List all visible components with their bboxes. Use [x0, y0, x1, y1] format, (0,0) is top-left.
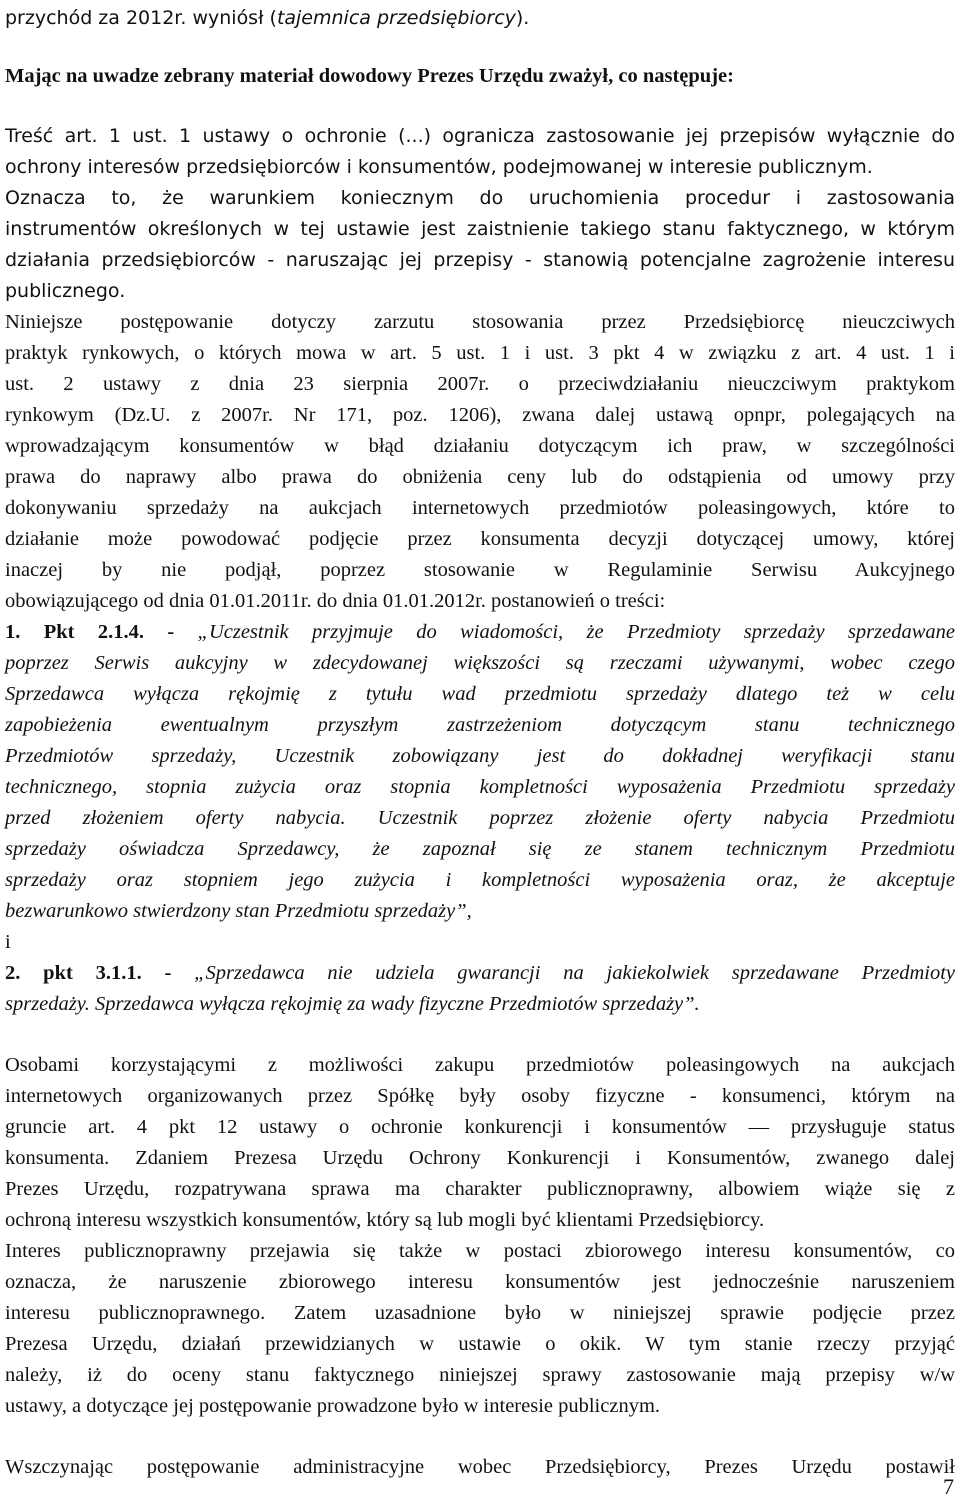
text-segment: sprzedaży. Sprzedawca wyłącza rękojmię za wady fizyczne Przedmiotów sprzedaży”. [5, 993, 700, 1015]
text-line [5, 1236, 955, 1267]
text-segment: ). [515, 7, 530, 29]
text-line [5, 493, 955, 524]
text-line [5, 679, 955, 710]
text-segment: obowiązującego od dnia 01.01.2011r. do dnia 01.01.2012r. postanowień o treści: [5, 590, 666, 612]
text-segment: praktyk rynkowych, o których mowa w art. 5 ust. 1 i ust. 3 pkt 4 w związku z art. 4 ust. 1 i [5, 342, 955, 364]
text-line [5, 617, 955, 648]
text-segment: „Uczestnik przyjmuje do wiadomości, że Przedmioty sprzedaży sprzedawane [197, 621, 955, 643]
text-segment: interesu publicznoprawnego. Zatem uzasadnione było w niniejszej sprawie podjęcie przez [5, 1302, 955, 1324]
text-line [5, 61, 955, 92]
text-segment: sprzedaży oświadcza Sprzedawcy, że zapoznał się ze stanem technicznym Przedmiotu [5, 838, 955, 860]
text-segment: „Sprzedawca nie udziela gwarancji na jakiekolwiek sprzedawane Przedmioty [194, 962, 955, 984]
text-line [5, 834, 955, 865]
text-line [5, 369, 955, 400]
text-line [5, 1267, 955, 1298]
text-line [5, 1452, 955, 1483]
text-segment: 1. Pkt 2.1.4. - [5, 621, 198, 643]
text-segment: publicznego. [5, 280, 126, 302]
text-line [5, 555, 955, 586]
text-segment: technicznego, stopnia zużycia oraz stopnia kompletności wyposażenia Przedmiotu sprzedaży [5, 776, 955, 798]
text-line [5, 3, 955, 34]
text-segment: Sprzedawca wyłącza rękojmię z tytułu wad przedmiotu sprzedaży dlatego też w celu [5, 683, 955, 705]
text-line [5, 1391, 955, 1422]
text-segment: Przedmiotów sprzedaży, Uczestnik zobowiązany jest do dokładnej weryfikacji stanu [5, 745, 955, 767]
text-segment: Treść art. 1 ust. 1 ustawy o ochronie (...) ogranicza zastosowanie jej przepisów wyłącznie do [5, 125, 955, 147]
text-line [5, 431, 955, 462]
text-segment: bezwarunkowo stwierdzony stan Przedmiotu sprzedaży”, [5, 900, 472, 922]
text-line [5, 648, 955, 679]
text-line [5, 1081, 955, 1112]
text-segment: przed złożeniem oferty nabycia. Uczestnik poprzez złożenie oferty nabycia Przedmiotu [5, 807, 955, 829]
text-segment: gruncie art. 4 pkt 12 ustawy o ochronie konkurencji i konsumentów — przysługuje status [5, 1116, 955, 1138]
text-line [5, 152, 955, 183]
text-segment: Prezesa Urzędu, działań przewidzianych w ustawie o okik. W tym stanie rzeczy przyjąć [5, 1333, 955, 1355]
text-segment: konsumenta. Zdaniem Prezesa Urzędu Ochrony Konkurencji i Konsumentów, zwanego dalej [5, 1147, 955, 1169]
text-line [5, 896, 955, 927]
text-segment: należy, iż do oceny stanu faktycznego niniejszej sprawy zastosowanie mają przepisy w/w [5, 1364, 955, 1386]
text-line [5, 276, 955, 307]
text-line [5, 214, 955, 245]
text-line [5, 245, 955, 276]
text-segment: rynkowym (Dz.U. z 2007r. Nr 171, poz. 1206), zwana dalej ustawą opnpr, polegających na [5, 404, 955, 426]
text-segment: Mając na uwadze zebrany materiał dowodowy Prezes Urzędu zważył, co następuje: [5, 65, 734, 87]
text-segment: ochrony interesów przedsiębiorców i konsumentów, podejmowanej w interesie publicznym. [5, 156, 873, 178]
text-line [5, 1329, 955, 1360]
text-line [5, 710, 955, 741]
text-line [5, 1360, 955, 1391]
text-line [5, 338, 955, 369]
text-segment: wprowadzającym konsumentów w błąd działaniu dotyczącym ich praw, w szczególności [5, 435, 955, 457]
text-line [5, 524, 955, 555]
text-segment: Interes publicznoprawny przejawia się także w postaci zbiorowego interesu konsumentów, co [5, 1240, 955, 1262]
text-line [5, 1298, 955, 1329]
text-line [5, 462, 955, 493]
text-segment: Niniejsze postępowanie dotyczy zarzutu stosowania przez Przedsiębiorcę nieuczciwych [5, 311, 955, 333]
text-segment: ust. 2 ustawy z dnia 23 sierpnia 2007r. o przeciwdziałaniu nieuczciwym praktykom [5, 373, 955, 395]
text-segment: i [5, 931, 11, 953]
text-segment: działanie może powodować podjęcie przez konsumenta decyzji dotyczącej umowy, której [5, 528, 955, 550]
text-segment: zapobieżenia ewentualnym przyszłym zastrzeżeniom dotyczącym stanu technicznego [5, 714, 955, 736]
text-segment: tajemnica przedsiębiorcy [276, 7, 516, 29]
text-segment: Prezes Urzędu, rozpatrywana sprawa ma charakter publicznoprawny, albowiem wiąże się z [5, 1178, 955, 1200]
text-segment: internetowych organizowanych przez Spółkę były osoby fizyczne - konsumenci, którym na [5, 1085, 955, 1107]
text-line [5, 400, 955, 431]
text-line [5, 1205, 955, 1236]
text-line [5, 121, 955, 152]
text-segment: poprzez Serwis aukcyjny w zdecydowanej większości są rzeczami używanymi, wobec czego [5, 652, 955, 674]
text-line [5, 958, 955, 989]
text-line [5, 741, 955, 772]
text-line [5, 865, 955, 896]
text-line [5, 1174, 955, 1205]
text-segment: dokonywaniu sprzedaży na aukcjach internetowych przedmiotów poleasingowych, które to [5, 497, 955, 519]
text-segment: Oznacza to, że warunkiem koniecznym do uruchomienia procedur i zastosowania [5, 187, 955, 209]
text-line [5, 803, 955, 834]
text-line [5, 1143, 955, 1174]
text-segment: inaczej by nie podjął, poprzez stosowanie w Regulaminie Serwisu Aukcyjnego [5, 559, 955, 581]
text-segment: sprzedaży oraz stopniem jego zużycia i kompletności wyposażenia oraz, że akceptuje [5, 869, 955, 891]
text-line [5, 1112, 955, 1143]
text-line [5, 183, 955, 214]
text-segment: oznacza, że naruszenie zbiorowego interesu konsumentów jest jednocześnie naruszeniem [5, 1271, 955, 1293]
text-line [5, 1050, 955, 1081]
text-segment: instrumentów określonych w tej ustawie jest zaistnienie takiego stanu faktycznego, w którym [5, 218, 955, 240]
text-segment: ochroną interesu wszystkich konsumentów, który są lub mogli być klientami Przedsiębiorcy. [5, 1209, 765, 1231]
text-line [5, 307, 955, 338]
text-segment: działania przedsiębiorców - naruszając jej przepisy - stanowią potencjalne zagrożenie interesu [5, 249, 955, 271]
text-line [5, 772, 955, 803]
page-number: 7 [943, 1474, 954, 1499]
text-segment: Wszczynając postępowanie administracyjne wobec Przedsiębiorcy, Prezes Urzędu postawił [5, 1456, 955, 1478]
text-segment: Osobami korzystającymi z możliwości zakupu przedmiotów poleasingowych na aukcjach [5, 1054, 955, 1076]
text-segment: przychód za 2012r. wyniósł ( [5, 7, 277, 29]
text-segment: 2. pkt 3.1.1. - [5, 962, 195, 984]
text-line [5, 927, 955, 958]
text-line [5, 586, 955, 617]
text-segment: ustawy, a dotyczące jej postępowanie prowadzone było w interesie publicznym. [5, 1395, 661, 1417]
text-segment: prawa do naprawy albo prawa do obniżenia ceny lub do odstąpienia od umowy przy [5, 466, 955, 488]
text-line [5, 989, 955, 1020]
